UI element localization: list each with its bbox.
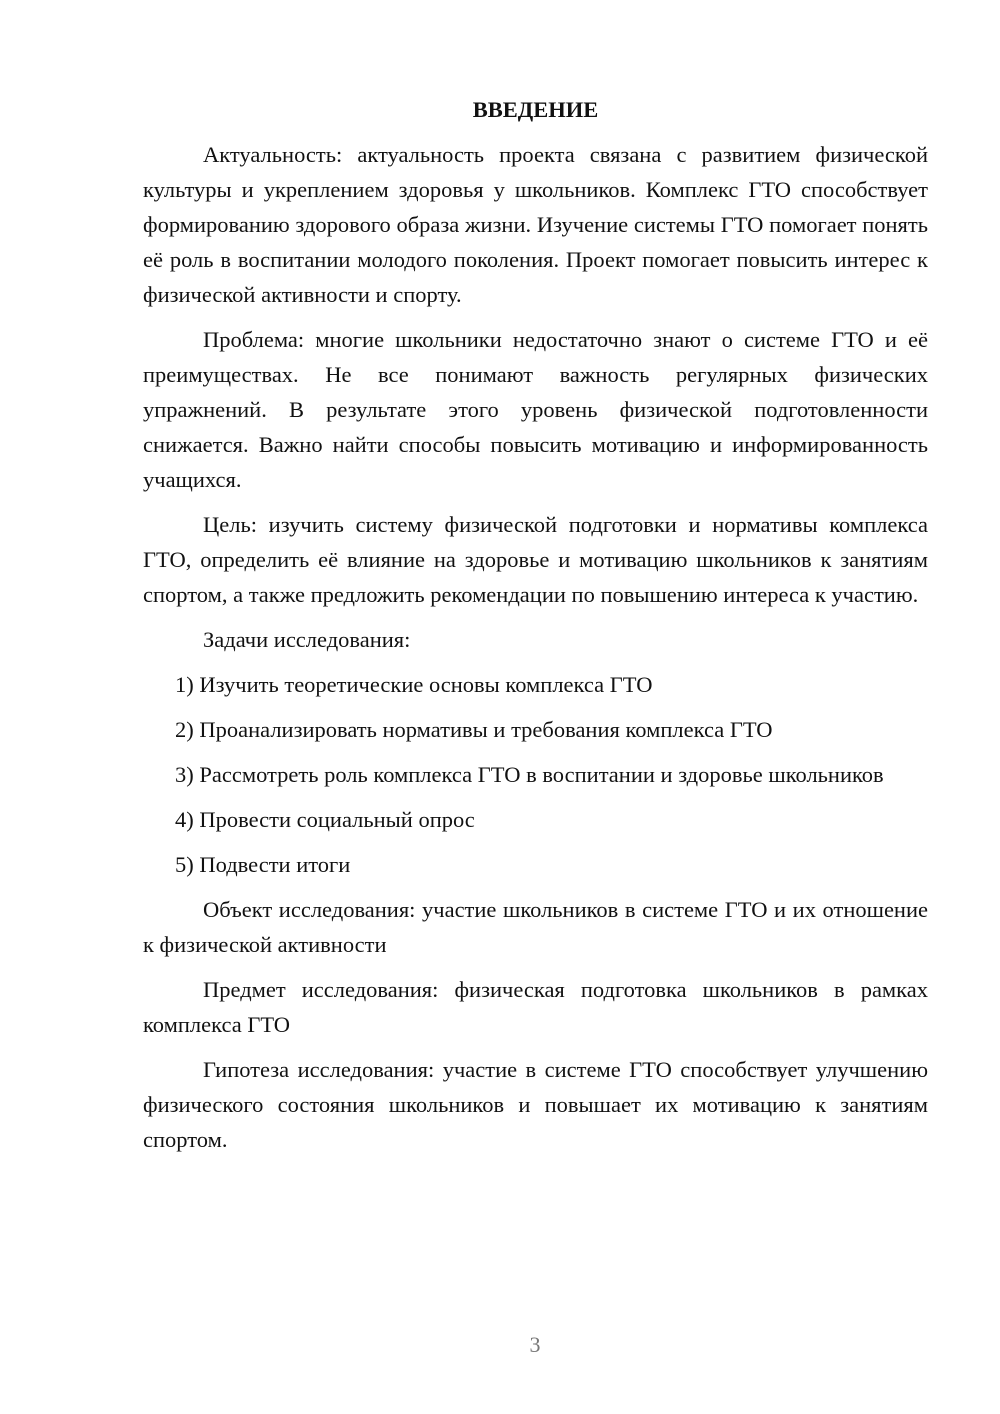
page-title: ВВЕДЕНИЕ [472,97,599,122]
page-content [143,92,928,1167]
object-paragraph: Объект исследования: участие школьников в системе ГТО и их отношение к физической активности [143,897,928,957]
task-item-2: 2) Проанализировать нормативы и требования комплекса ГТО [175,717,773,742]
problem-paragraph: Проблема: многие школьники недостаточно знают о системе ГТО и её преимуществах. Не все понимают важность регулярных физических упражнений. В результате этого уровень физической подготовленности снижается. Важно найти способы повысить мотивацию и информированность учащихся. [143,327,928,492]
task-item-4: 4) Провести социальный опрос [175,807,475,832]
tasks-heading: Задачи исследования: [203,627,411,652]
hypothesis-paragraph: Гипотеза исследования: участие в системе ГТО способствует улучшению физического состояния школьников и повышает их мотивацию к занятиям спортом. [143,1057,928,1152]
task-item-1: 1) Изучить теоретические основы комплекса ГТО [175,672,653,697]
task-item-5: 5) Подвести итоги [175,852,351,877]
relevance-paragraph: Актуальность: актуальность проекта связана с развитием физической культуры и укреплением здоровья у школьников. Комплекс ГТО способствует формированию здорового образа жизни. Изучение системы ГТО помогает понять её роль в воспитании молодого поколения. Проект помогает повысить интерес к физической активности и спорту. [143,142,928,307]
subject-paragraph: Предмет исследования: физическая подготовка школьников в рамках комплекса ГТО [143,977,928,1037]
page-number: 3 [529,1332,541,1357]
goal-paragraph: Цель: изучить систему физической подготовки и нормативы комплекса ГТО, определить её влияние на здоровье и мотивацию школьников к занятиям спортом, а также предложить рекомендации по повышению интереса к участию. [143,512,928,607]
task-item-3: 3) Рассмотреть роль комплекса ГТО в воспитании и здоровье школьников [175,762,884,787]
